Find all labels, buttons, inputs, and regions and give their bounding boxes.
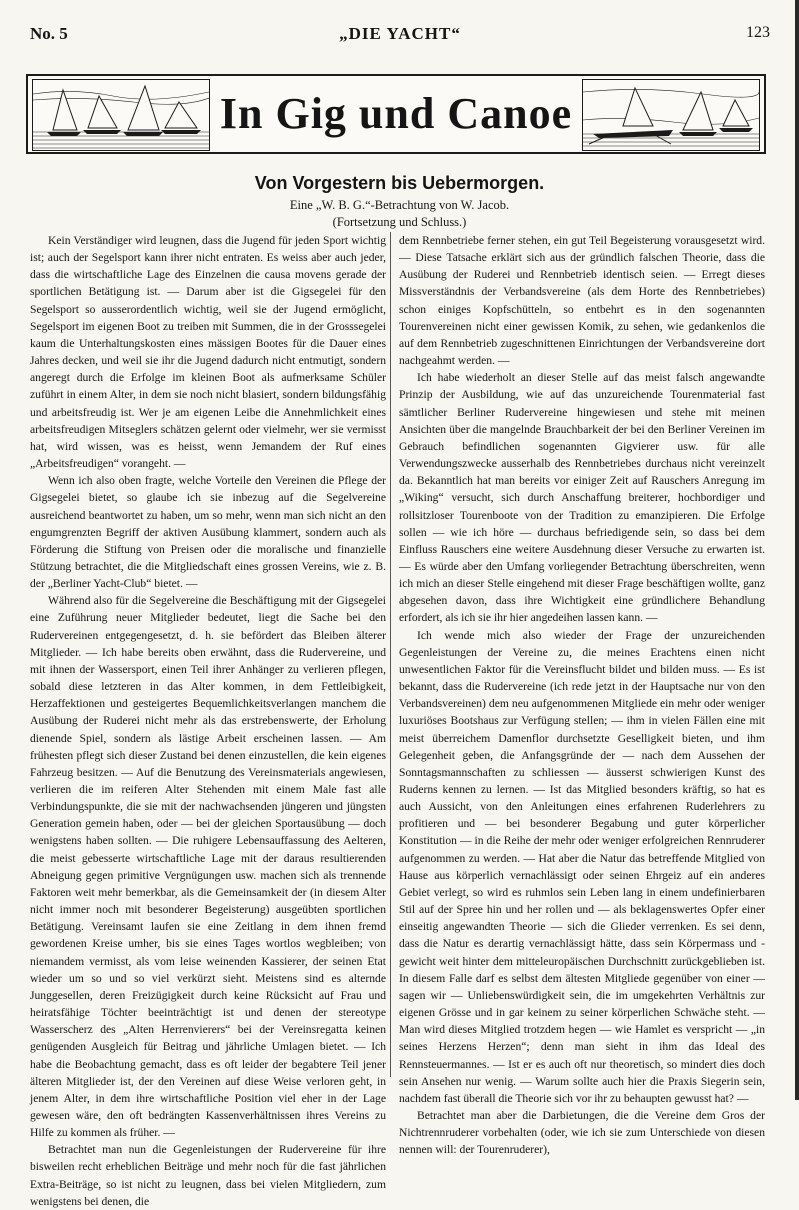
byline-author: Eine „W. B. G.“-Betrachtung von W. Jacob. xyxy=(289,198,510,212)
paragraph: Wenn ich also oben fragte, welche Vorteile den Vereinen die Pflege der Gigsegelei bietet, so glaube ich sie inbezug auf die Segelvereine ausreichend beantwortet zu haben, um so mehr, wenn man sich nicht an den engumgrenzten Begriff der aktiven Ausübung klammert, sondern auch als Förderung die Stiftung von Preisen oder die moralische und finanzielle Stützung betrachtet, die die Mitgliedschaft eines grossen Vereins, wie z. B. der „Berliner Yacht-Club“ bietet. — xyxy=(30,474,386,591)
paragraph: Betrachtet man aber die Darbietungen, die die Vereine dem Gros der Nichtrennruderer vorbehalten (oder, wie ich sie zum Unterschiede von diesen nennen will: der Tourenruderer), xyxy=(399,1108,765,1157)
paragraph: Ich wende mich also wieder der Frage der unzureichenden Gegenleistungen der Vereine zu, die meines Erachtens einen nicht unwesentlichen Faktor für die Vereinsflucht bildet und bilden muss. — Es ist bekannt, dass die Rudervereine (ich rede jetzt in der Hauptsache nur von den Verbandsvereinen) dem neu aufgenommenen Mitgliede ein mehr oder weniger luxuriöses Bootshaus zur Verfügung stellen; — ihm in vielen Fällen eine mit meist überreichem Damenflor durchsetzte Geselligkeit bieten, und ihm Gelegenheit geben, die Anfangsgründe der — nach dem Aussehen der Sonntagsmannschaften zu schliessen — äusserst schwierigen Kunst des Ruderns kennen zu lernen. — Ist das Mitglied besonders kräftig, so hat es auch Aussicht, von den Anleitungen eines erfahrenen Ruderlehrers zu profitieren und — bei besonderer Begabung und guter körperlicher Konstitution — in die Reihe der mehr oder weniger erfolgreichen Rennruderer aufgenommen zu werden. — Hat aber die Natur das betreffende Mitglied von Hause aus körperlich vernachlässigt oder seinen Ehrgeiz auf ein anderes Gebiet verlegt, so wird es ruhmlos sein Leben lang in einem undefinierbaren Stil auf der Spree hin und her rollen und — als beklagenswertes Opfer einer einseitig angewandten Theorie — sich die Glieder verrenken. Es sei denn, dass die Natur es derartig vernachlässigt hätte, dass sein Körpermass und -gewicht weit hinter dem mitteleuropäischen Durchschnitt zurückgeblieben ist. In diesem Falle darf es selbst dem ältesten Mitgliede gegenüber von einer — sagen wir — Unliebenswürdigkeit sein, die im umgekehrten Verhältnis zur eigenen Grösse und in gar keinem zu seiner körperlichen Schwäche steht. — Man wird dieses Mitglied trotzdem hegen — wie Hamlet es verspricht — „in seines Herzens Herzen“; denn man sieht in ihm das Ideal des Rennsteuermannes. — Ist er es auch oft nur theoretisch, so mindert dies doch sein Ansehen nur wenig. — Warum sollte auch hier die Praxis Siegerin sein, nachdem fast überall die Theorie sich vor ihr zu behaupten gewusst hat? — xyxy=(399,628,765,1105)
page-number: 123 xyxy=(746,24,770,41)
article-title: Von Vorgestern bis Uebermorgen. xyxy=(254,173,545,193)
text-column-left xyxy=(30,232,386,1210)
byline-continuation-note: (Fortsetzung und Schluss.) xyxy=(332,215,467,229)
section-title: In Gig und Canoe xyxy=(219,89,573,138)
paragraph: Ich habe wiederholt an dieser Stelle auf das meist falsch angewandte Prinzip der Ausbildung, wie auf das unzureichende Tourenmaterial fast sämtlicher Berliner Rudervereine hingewiesen und stehe mit meinen Ansichten über die mangelnde Brauchbarkeit der bei den Berliner Vereinen im Gebrauch befindlichen sogenannten Gigvierer usw. für alle Verwendungszwecke ausserhalb des Rennbetriebes durchaus nicht vereinzelt da. Bekanntlich hat man bereits vor einiger Zeit auf Rauschers Anregung im „Wiking“ versucht, sich durch Anschaffung breiterer, hochbordiger und rollsitzloser Tourenboote von der Tradition zu emanzipieren. Die Erfolge sollen — wie ich höre — durchaus befriedigende sein, so dass bei dem Einfluss Rauschers eine weitere Ausdehnung dieser Versuche zu erwarten ist. — Es würde aber den Umfang vorliegender Betrachtung überschreiten, wenn ich mich an dieser Stelle eingehend mit dieser Frage beschäftigen wollte, ganz abgesehen davon, dass ihre Wichtigkeit eine gründlichere Behandlung erfordert, als ich sie ihr hier angedeihen lassen kann. — xyxy=(399,371,765,625)
section-banner xyxy=(26,74,766,154)
paragraph: dem Rennbetriebe ferner stehen, ein gut Teil Begeisterung vorausgesetzt wird. — Diese Tatsache erklärt sich aus der gründlich falschen Theorie, dass die Ausübung der Ruderei und Rennbetrieb identisch seien. — Erregt dieses Missverständnis der Verbandsvereine (als dem Horte des Rennbetriebes) schon einiges Kopfschütteln, so entbehrt es in den sogenannten Tourenvereinen nicht einer gewissen Komik, zu sehen, wie gedankenlos die auf dem Rennbetrieb zugeschnittenen Einrichtungen der Verbandsvereine dort nachgeahmt werden. — xyxy=(399,234,765,368)
paragraph: Während also für die Segelvereine die Beschäftigung mit der Gigsegelei eine Zuführung neuer Mitglieder bedeutet, liegt die Sache bei den Rudervereinen entgegengesetzt, d. h. sie befördert das Bleiben älterer Mitglieder. — Ich habe bereits oben erwähnt, dass die Rudervereine, und mit ihnen der Wassersport, einen Teil ihrer Anhänger zu verlieren pflegen, sobald diese letzteren in das Alter kommen, in dem Fettleibigkeit, Herzaffektionen und gesteigertes Bequemlichkeitsverlangen manchem die Ausübung der Ruderei nicht mehr als das erstrebenswerte, der Erholung dienende Spiel, sondern als lästige Arbeit erscheinen lassen. — Am frühesten pflegt sich dieser Zustand bei denen einzustellen, die kein eigenes Fahrzeug besitzen. — Auf die Benutzung des Vereinsmaterials angewiesen, verlieren die im reiferen Alter Stehenden mit einem Male fast alle Verbindungspunkte, die sie mit der nachwachsenden jüngeren und jüngsten Generation gemein haben, oder — bei der gleichen Sportausübung — doch wenigstens haben sollten. — Die ruhigere Lebensauffassung des Aelteren, die meist gebesserte wirtschaftliche Lage mit der daraus resultierenden Abneigung gegen primitive Vergnügungen usw. machen sich als trennende Faktoren weit mehr bemerkbar, als die Gemeinsamkeit der (in diesem Alter nicht immer noch mit besonderer Begeisterung) ausgeübten sportlichen Betätigung. Vereinsamt laufen sie eine Zeitlang in dem ihnen fremd gewordenen Kreise umher, bis sie eines Tages wortlos wegbleiben; von niemandem vermisst, als vom leise weinenden Kassierer, der seinen Etat wieder um so und so viel verkürzt sieht. Meistens sind es alternde Junggesellen, deren Freizügigkeit durch keine Rücksicht auf Frau und heiratsfähige Töchter beeinträchtigt ist und denen der stereotype Wasserscherz des „Alten Herrenvierers“ bei der Vereinsregatta keinen genügenden Ausgleich für Beitrag und jährliche Umlagen bietet. — Ich habe die Beobachtung gemacht, dass es oft leider der begabtere Teil jener älteren Mitglieder ist, der den Vereinen auf diese Weise verloren geht, in jenem Alter, in dem ihre wirtschaftliche Position viel eher in der Lage gewesen wäre, den oft bedrängten Kassenverhältnissen ihres Vereins zu Hilfe zu kommen als früher. — xyxy=(30,594,386,1140)
sailboats-illustration-right xyxy=(582,79,760,151)
text-column-right xyxy=(399,232,765,1158)
sailboats-illustration-left xyxy=(32,79,210,151)
paragraph: Kein Verständiger wird leugnen, dass die Jugend für jeden Sport wichtig ist; auch der Segelsport kann ihrer nicht entraten. Es weiss aber auch jeder, dass die wirtschaftliche Lage des Einzelnen die causa movens gerade der sportlichen Betätigung ist. — Darum aber ist die Gigsegelei für den Segelsport so ausserordentlich wichtig, weil sie der Jugend ermöglicht, Segelsport im eigenen Boot zu treiben mit Summen, die in der Grosssegelei kaum die Unterhaltungskosten eines mässigen Bootes für die Dauer eines Jahres decken, und weil sie ihr die Jugend dadurch nicht entmutigt, sondern angeregt durch die Erfolge im kleinen Boot als aufmerksame Schüler zuführt in einem Alter, in dem sie noch nicht blasiert, sondern bildungsfähig und arbeitsfreudig ist. Wer je am eigenen Leibe die Annehmlichkeit eines arbeitsfreudigen Mitseglers schätzen gelernt oder vielmehr, wer sie vermisst hat, wird wissen, was es heisst, wenn Jemandem der Ruf eines „Arbeitsfreudigen“ vorangeht. — xyxy=(30,234,386,471)
column-divider xyxy=(390,232,391,1077)
journal-title: „DIE YACHT“ xyxy=(339,24,461,43)
scan-edge xyxy=(795,0,799,1100)
running-header xyxy=(30,24,770,46)
paragraph: Betrachtet man nun die Gegenleistungen der Rudervereine für ihre bisweilen recht erheblichen Beiträge und mehr noch für die fast jährlichen Extra-Beiträge, so ist nicht zu leugnen, dass bei vielen Mitgliedern, zum wenigstens bei denen, die xyxy=(30,1143,386,1208)
issue-number: No. 5 xyxy=(30,24,68,43)
article-byline xyxy=(0,197,799,231)
